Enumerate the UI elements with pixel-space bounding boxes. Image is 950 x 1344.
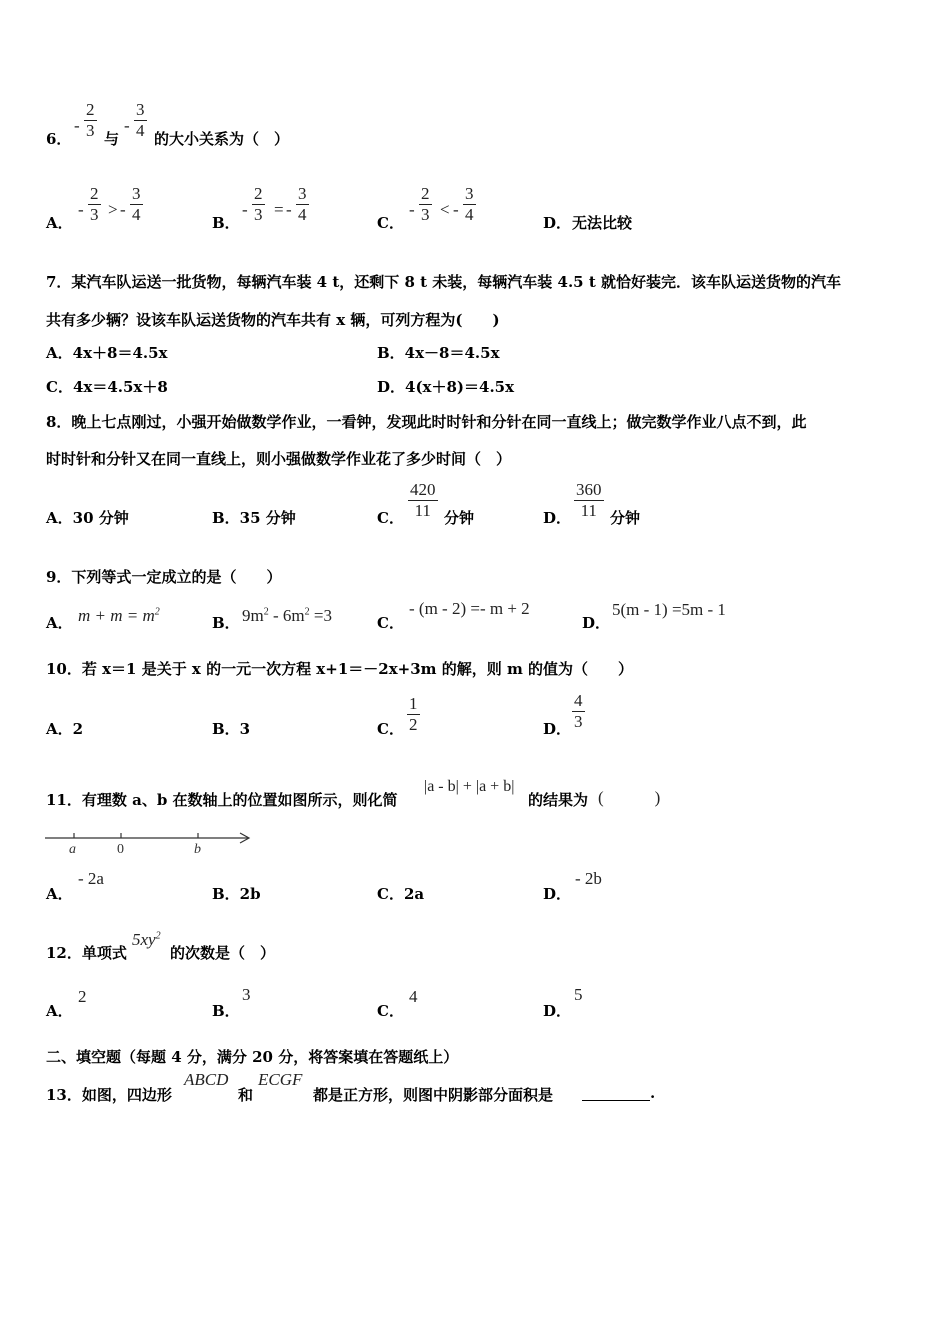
q8-option-c-label: C．	[377, 509, 404, 527]
q8-option-d-label: D．	[543, 509, 572, 527]
q11-abs-expression: |a - b| + |a + b|	[424, 778, 515, 795]
axis-label-b: b	[194, 842, 201, 857]
q12-option-c-value: 4	[409, 987, 418, 1006]
q6-option-b-label: B．	[212, 214, 240, 232]
q6-c-frac1: $\frac{2}{3}$	[421, 184, 430, 224]
q7-option-b: B．4x－8＝4.5x	[377, 344, 500, 362]
q8-d-fraction: $\frac{360}{11}$	[576, 480, 602, 520]
q9-option-b-label: B．	[212, 614, 240, 632]
q6-and: 与	[104, 130, 120, 148]
q13-period: .	[650, 1084, 656, 1102]
q10-option-b: B．3	[212, 720, 251, 738]
q11-answer-paren: ( )	[598, 788, 661, 807]
q7-stem-line1: 7．某汽车队运送一批货物，每辆汽车装 4 t，还剩下 8 t 未装，每辆汽车装 4.5 t 就恰好装完．该车队运送货物的汽车	[46, 273, 841, 291]
number-line-figure	[44, 828, 254, 858]
q8-c-fraction: $\frac{420}{11}$	[410, 480, 436, 520]
q9-stem: 9．下列等式一定成立的是（ ）	[46, 568, 282, 586]
q12-option-d-label: D．	[543, 1002, 572, 1020]
less-than: <	[440, 200, 450, 219]
q6-minus-1: -	[74, 116, 80, 135]
q9-option-c-expr: - (m - 2) =- m + 2	[409, 599, 530, 618]
q11-option-d-label: D．	[543, 885, 572, 903]
q6-option-d-label: D．	[543, 214, 572, 232]
q6-fraction-3-4: $\frac{3}{4}$	[136, 100, 145, 140]
q6-b-frac1: $\frac{2}{3}$	[254, 184, 263, 224]
q10-c-fraction: $\frac{1}{2}$	[409, 694, 418, 734]
q6-a-frac1: $\frac{2}{3}$	[90, 184, 99, 224]
q11-option-b: B．2b	[212, 885, 261, 903]
axis-label-a: a	[69, 842, 76, 857]
minus-sign: -	[242, 200, 248, 219]
q11-option-d-expr: - 2b	[575, 869, 602, 888]
q9-option-c-label: C．	[377, 614, 404, 632]
q6-fraction-2-3: $\frac{2}{3}$	[86, 100, 95, 140]
q8-d-unit: 分钟	[610, 509, 641, 527]
q10-option-a: A．2	[46, 720, 84, 738]
q12-stem-end: 的次数是（ ）	[170, 944, 276, 962]
minus-sign: -	[286, 200, 292, 219]
q10-option-c-label: C．	[377, 720, 404, 738]
q6-option-d-text: 无法比较	[572, 214, 633, 232]
minus-sign: -	[78, 200, 84, 219]
q8-stem-line2: 时时针和分针又在同一直线上，则小强做数学作业花了多少时间（ ）	[46, 450, 512, 468]
q12-option-a-label: A．	[46, 1002, 73, 1020]
section-2-heading: 二、填空题（每题 4 分，满分 20 分，将答案填在答题纸上）	[46, 1048, 459, 1066]
q7-option-a: A．4x＋8＝4.5x	[46, 344, 168, 362]
q13-stem-end: 都是正方形，则图中阴影部分面积是	[313, 1086, 554, 1104]
q10-option-d-label: D．	[543, 720, 572, 738]
q6-b-frac2: $\frac{3}{4}$	[298, 184, 307, 224]
equals-sign: =	[274, 200, 284, 219]
q6-stem-end: 的大小关系为（ ）	[154, 130, 290, 148]
q10-stem: 10．若 x＝1 是关于 x 的一元一次方程 x+1＝－2x+3m 的解，则 m 的值为（ ）	[46, 660, 634, 678]
q13-ecgf: ECGF	[258, 1070, 303, 1089]
q9-option-d-expr: 5(m - 1) =5m - 1	[612, 600, 726, 619]
greater-than: >	[108, 200, 118, 219]
q13-abcd: ABCD	[184, 1070, 229, 1089]
q11-stem-start: 11．有理数 a、b 在数轴上的位置如图所示，则化简	[46, 791, 398, 809]
q7-stem-line2: 共有多少辆？设该车队运送货物的汽车共有 x 辆，可列方程为( )	[46, 311, 500, 329]
minus-sign: -	[453, 200, 459, 219]
q12-option-d-value: 5	[574, 985, 583, 1004]
q10-d-fraction: $\frac{4}{3}$	[574, 691, 583, 731]
q11-option-c: C．2a	[377, 885, 425, 903]
q12-monomial: $5xy^2$	[132, 930, 161, 949]
q8-stem-line1: 8．晚上七点刚过，小强开始做数学作业，一看钟，发现此时时针和分针在同一直线上；做完数学作业八点不到，此	[46, 413, 807, 431]
q13-answer-blank[interactable]	[582, 1086, 650, 1101]
q8-option-b: B．35 分钟	[212, 509, 296, 527]
q8-c-unit: 分钟	[444, 509, 475, 527]
q12-option-c-label: C．	[377, 1002, 404, 1020]
q6-c-frac2: $\frac{3}{4}$	[465, 184, 474, 224]
q6-option-c-label: C．	[377, 214, 404, 232]
q12-stem-start: 12．单项式	[46, 944, 127, 962]
q9-option-a-expr: $m + m = m^2$	[78, 606, 160, 625]
q7-option-d: D．4(x＋8)＝4.5x	[377, 378, 515, 396]
q6-option-a-label: A．	[46, 214, 73, 232]
q6-number: 6．	[46, 130, 72, 148]
q9-option-b-expr: $9m^2 - 6m^2 =3$	[242, 606, 332, 625]
minus-sign: -	[120, 200, 126, 219]
q12-option-b-value: 3	[242, 985, 251, 1004]
q9-option-a-label: A．	[46, 614, 73, 632]
q7-option-c: C．4x＝4.5x＋8	[46, 378, 168, 396]
q13-and: 和	[238, 1086, 254, 1104]
q12-option-a-value: 2	[78, 987, 87, 1006]
q13-stem-start: 13．如图，四边形	[46, 1086, 172, 1104]
q11-stem-end: 的结果为	[528, 791, 589, 809]
q6-minus-2: -	[124, 116, 130, 135]
q12-option-b-label: B．	[212, 1002, 240, 1020]
q11-option-a-expr: - 2a	[78, 869, 104, 888]
minus-sign: -	[409, 200, 415, 219]
q11-option-a-label: A．	[46, 885, 73, 903]
q9-option-d-label: D．	[582, 614, 611, 632]
axis-label-0: 0	[117, 842, 124, 857]
q8-option-a: A．30 分钟	[46, 509, 129, 527]
q6-a-frac2: $\frac{3}{4}$	[132, 184, 141, 224]
